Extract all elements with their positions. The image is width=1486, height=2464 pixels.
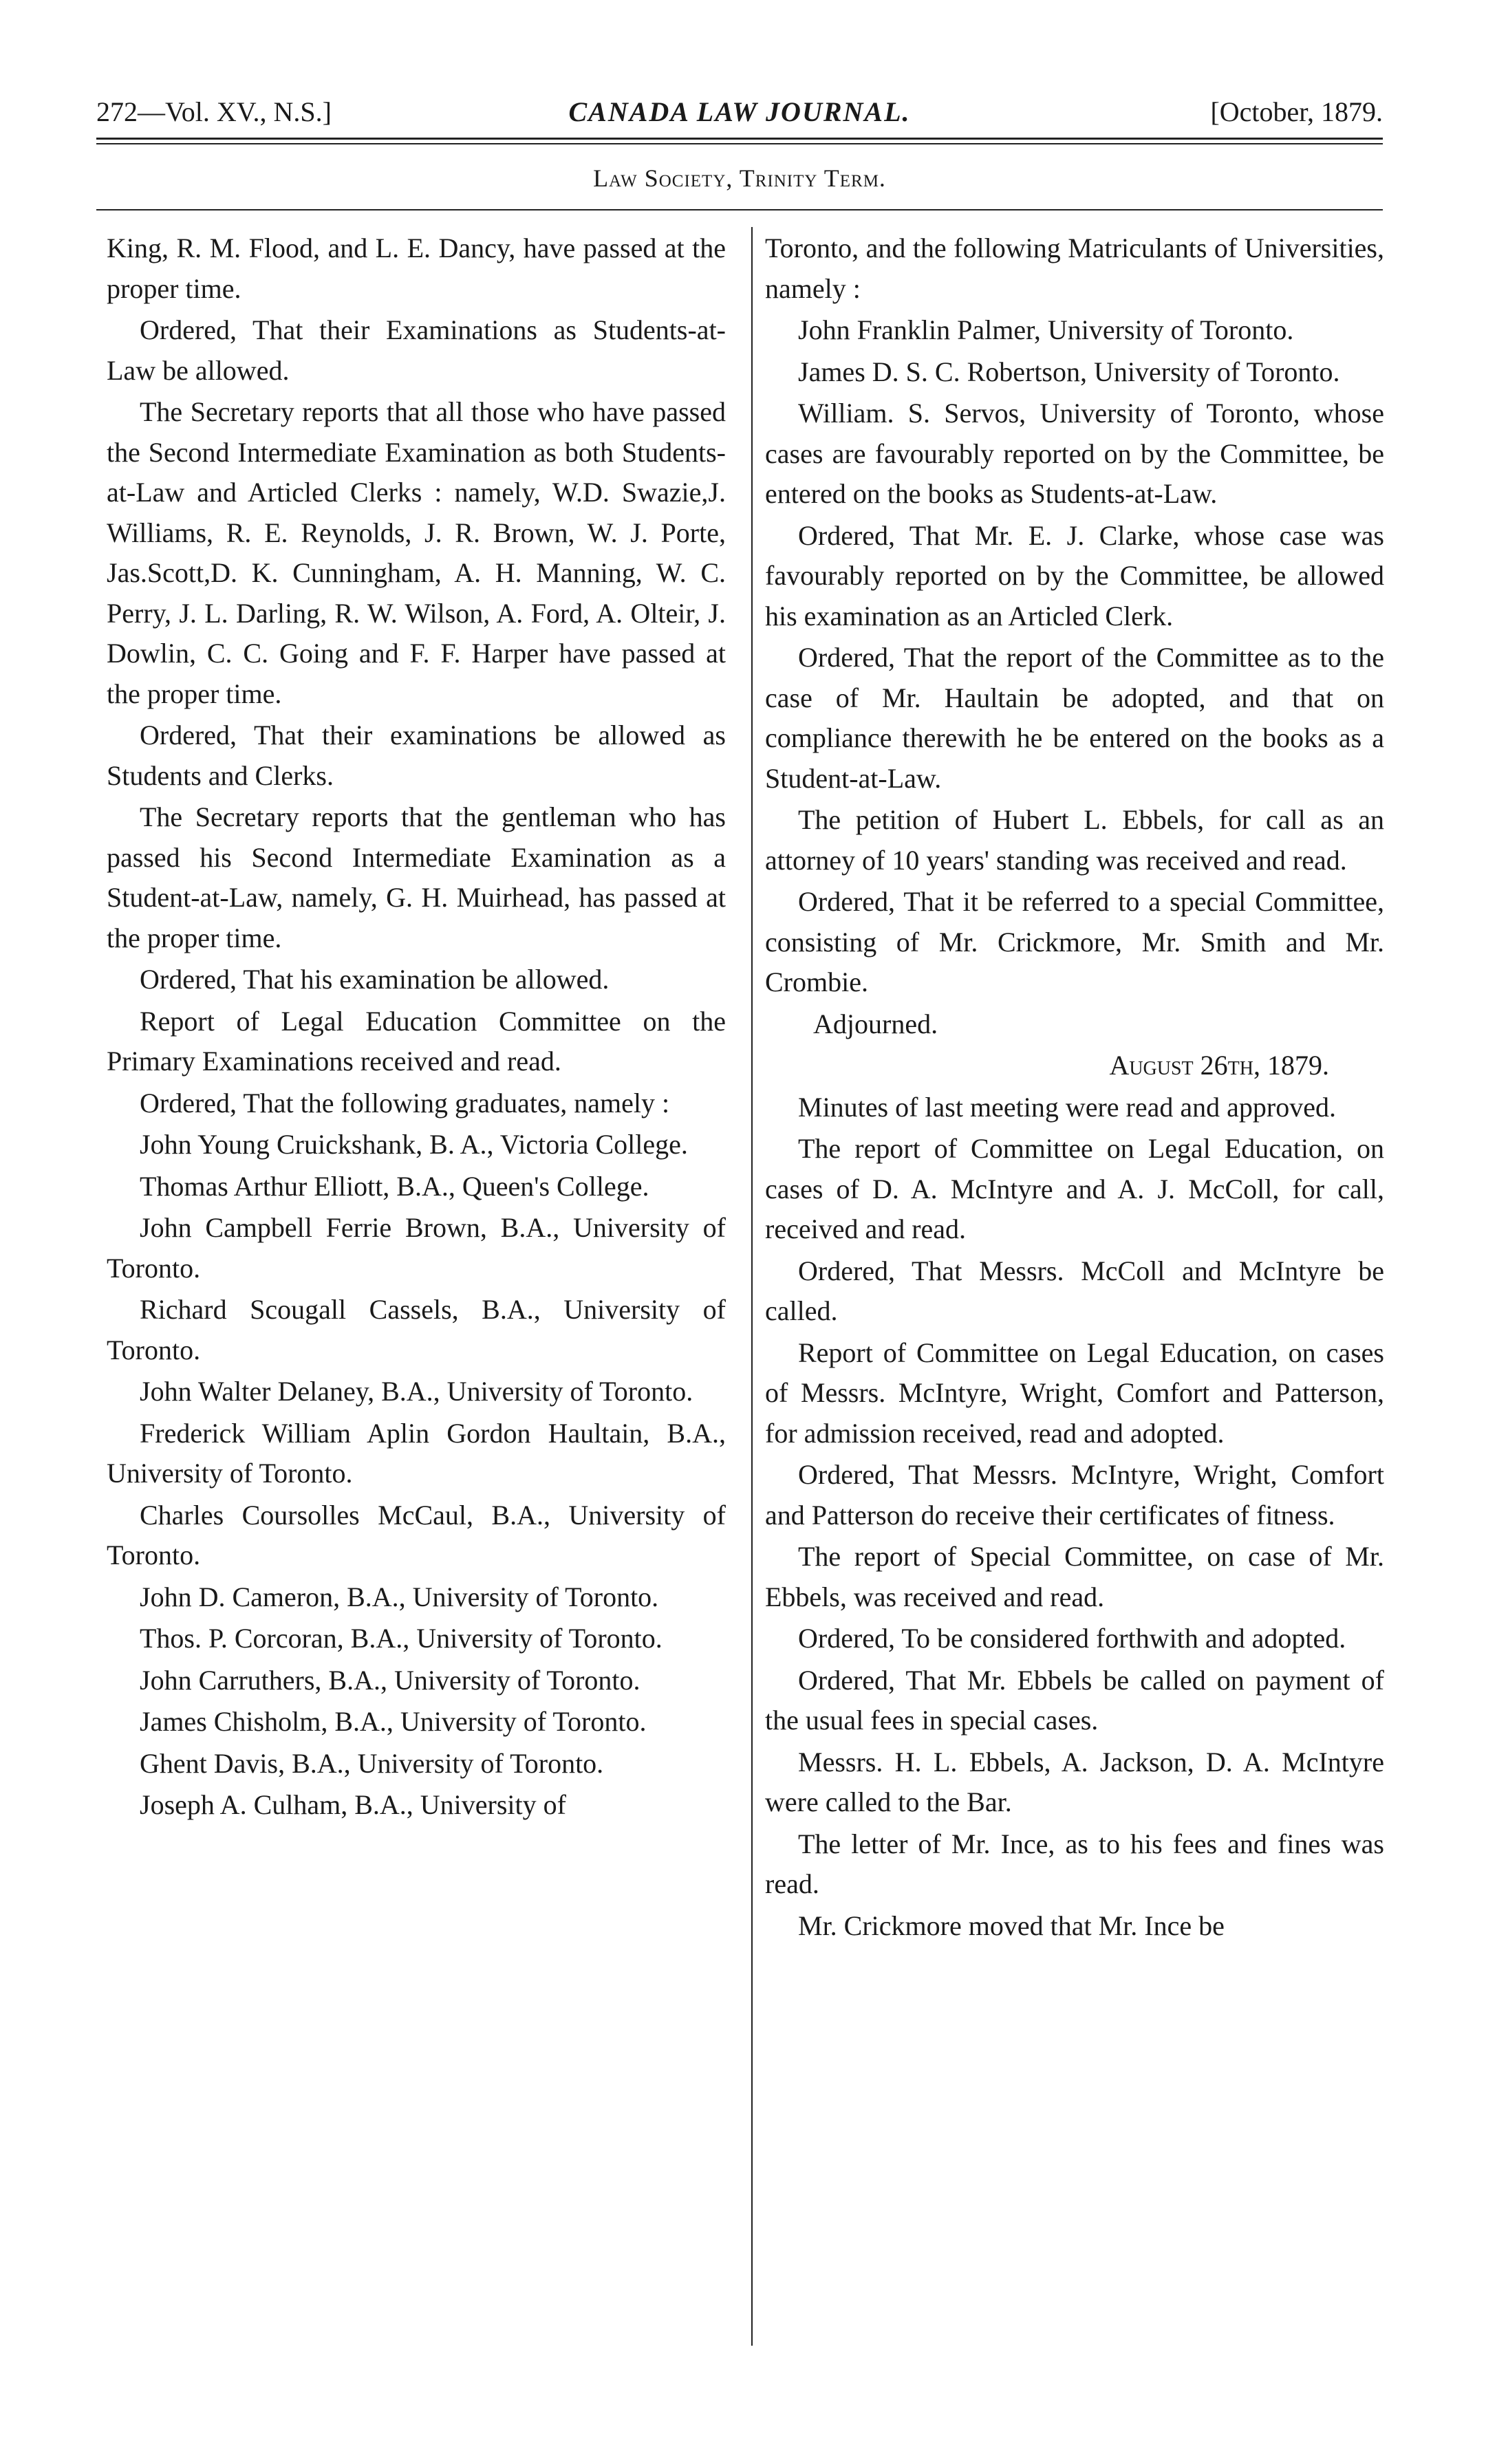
- graduate-entry: Thos. P. Corcoran, B.A., University of Toronto.: [140, 1623, 663, 1654]
- paragraph: Ordered, That the report of the Committee as to the case of Mr. Haultain be adopted, and that on compliance therewith he be entered on the books as a Student-at-Law.: [765, 642, 1384, 794]
- paragraph: Mr. Crickmore moved that Mr. Ince be: [798, 1910, 1225, 1941]
- matriculant-entry: John Franklin Palmer, University of Toronto.: [798, 314, 1294, 345]
- adjourned-note: Adjourned.: [813, 1008, 938, 1039]
- paragraph: Messrs. H. L. Ebbels, A. Jackson, D. A. McIntyre were called to the Bar.: [765, 1746, 1384, 1817]
- column-divider: [751, 227, 753, 2346]
- paragraph: Minutes of last meeting were read and approved.: [798, 1091, 1336, 1123]
- paragraph: Ordered, That their examinations be allowed as Students and Clerks.: [107, 720, 726, 791]
- paragraph: The report of Special Committee, on case of Mr. Ebbels, was received and read.: [765, 1541, 1384, 1612]
- graduate-entry: John D. Cameron, B.A., University of Toronto.: [140, 1581, 659, 1612]
- paragraph: Ordered, That it be referred to a special Committee, consisting of Mr. Crickmore, Mr. Smith and Mr. Crombie.: [765, 886, 1384, 997]
- graduate-entry: Thomas Arthur Elliott, B.A., Queen's College.: [140, 1170, 649, 1202]
- right-column: [765, 227, 1384, 1946]
- meeting-date: August 26th, 1879.: [1109, 1050, 1329, 1081]
- graduate-entry: Frederick William Aplin Gordon Haultain, B.A., University of Toronto.: [107, 1417, 726, 1489]
- paragraph: The Secretary reports that the gentleman who has passed his Second Intermediate Examination as a Student-at-Law, namely, G. H. Muirhead, has passed at the proper time.: [107, 801, 726, 953]
- graduate-entry: Joseph A. Culham, B.A., University of: [140, 1789, 566, 1820]
- graduate-entry: John Carruthers, B.A., University of Toronto.: [140, 1664, 640, 1696]
- graduate-entry: Charles Coursolles McCaul, B.A., University of Toronto.: [107, 1499, 726, 1570]
- section-title: Law Society, Trinity Term.: [593, 164, 886, 192]
- paragraph: Ordered, That his examination be allowed.: [140, 964, 610, 995]
- paragraph: The petition of Hubert L. Ebbels, for call as an attorney of 10 years' standing was received and read.: [765, 804, 1384, 876]
- journal-title: CANADA LAW JOURNAL.: [568, 96, 911, 127]
- graduate-entry: James Chisholm, B.A., University of Toronto.: [140, 1706, 647, 1737]
- paragraph: The report of Committee on Legal Education, on cases of D. A. McIntyre and A. J. McColl, for call, received and read.: [765, 1133, 1384, 1244]
- graduate-entry: Ghent Davis, B.A., University of Toronto.: [140, 1747, 604, 1779]
- paragraph: The letter of Mr. Ince, as to his fees and fines was read.: [765, 1828, 1384, 1899]
- graduate-entry: Richard Scougall Cassels, B.A., University of Toronto.: [107, 1294, 726, 1365]
- paragraph: Ordered, That Mr. E. J. Clarke, whose case was favourably reported on by the Committee, be allowed his examination as an Articled Clerk.: [765, 519, 1384, 631]
- paragraph: Report of Legal Education Committee on the Primary Examinations received and read.: [107, 1005, 726, 1077]
- paragraph: Toronto, and the following Matriculants of Universities, namely :: [765, 233, 1384, 304]
- paragraph: Ordered, That Mr. Ebbels be called on payment of the usual fees in special cases.: [765, 1664, 1384, 1736]
- page-volume: 272—Vol. XV., N.S.]: [96, 96, 332, 127]
- left-column: [107, 227, 726, 1826]
- paragraph: Ordered, That their Examinations as Students-at-Law be allowed.: [107, 314, 726, 386]
- header-rule: [96, 138, 1383, 140]
- graduate-entry: John Walter Delaney, B.A., University of Toronto.: [140, 1376, 693, 1407]
- header-rule-double: [96, 143, 1383, 144]
- issue-date: [October, 1879.: [1210, 96, 1383, 127]
- paragraph: King, R. M. Flood, and L. E. Dancy, have passed at the proper time.: [107, 233, 726, 304]
- matriculant-entry: William. S. Servos, University of Toronto, whose cases are favourably reported on by the Committee, be entered on the books as Students-at-Law.: [765, 398, 1384, 509]
- paragraph: Ordered, To be considered forthwith and adopted.: [798, 1623, 1346, 1654]
- running-header: [96, 88, 1383, 136]
- paragraph: Ordered, That Messrs. McIntyre, Wright, Comfort and Patterson do receive their certificates of fitness.: [765, 1459, 1384, 1531]
- paragraph: The Secretary reports that all those who have passed the Second Intermediate Examination as both Students-at-Law and Articled Clerks : namely, W.D. Swazie,J. Williams, R. E. Reynolds, J. R. Brown, W. J. Porte, Jas.Scott,D. K. Cunningham, A. H. Manning, W. C. Perry, J. L. Darling, R. W. Wilson, A. Ford, A. Olteir, J. Dowlin, C. C. Going and F. F. Harper have passed at the proper time.: [107, 396, 726, 709]
- paragraph: Report of Committee on Legal Education, on cases of Messrs. McIntyre, Wright, Comfort and Patterson, for admission received, read and adopted.: [765, 1337, 1384, 1449]
- graduate-entry: John Young Cruickshank, B. A., Victoria College.: [140, 1129, 688, 1160]
- paragraph: Ordered, That Messrs. McColl and McIntyre be called.: [765, 1255, 1384, 1326]
- matriculant-entry: James D. S. C. Robertson, University of Toronto.: [798, 356, 1340, 387]
- graduate-entry: John Campbell Ferrie Brown, B.A., University of Toronto.: [107, 1212, 726, 1284]
- paragraph: Ordered, That the following graduates, namely :: [140, 1087, 670, 1118]
- section-rule: [96, 209, 1383, 210]
